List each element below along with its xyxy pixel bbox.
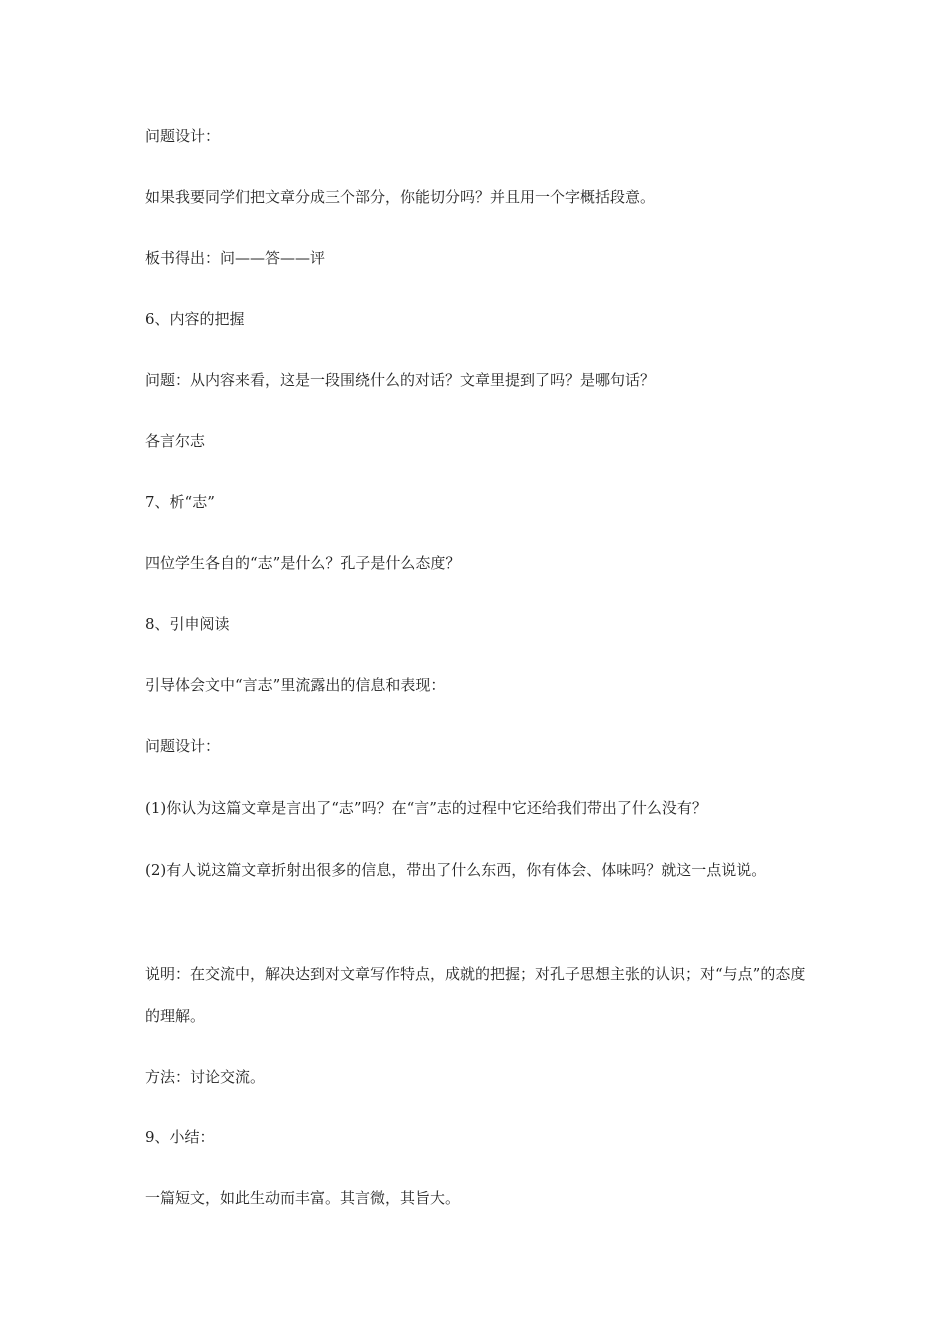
paragraph-guide-experience: 引导体会文中“言志”里流露出的信息和表现： [145,676,446,694]
heading-content-grasp: 6、内容的把握 [145,310,245,328]
paragraph-explanation: 说明：在交流中，解决达到对文章写作特点，成就的把握；对孔子思想主张的认识；对“与点”的态度的理解。 [145,965,806,1025]
paragraph-four-students: 四位学生各自的“志”是什么？孔子是什么态度？ [145,554,461,572]
document-page [145,0,810,1344]
paragraph-method: 方法：讨论交流。 [145,1068,266,1086]
heading-summary: 9、小结： [145,1128,215,1146]
paragraph-split-question: 如果我要同学们把文章分成三个部分，你能切分吗？并且用一个字概括段意。 [145,188,656,206]
paragraph-each-speak: 各言尔志 [145,432,206,450]
paragraph-question-design-2: 问题设计： [145,737,221,755]
heading-analyze-zhi: 7、析“志” [145,493,215,511]
paragraph-question-design-1: 问题设计： [145,127,221,145]
paragraph-board-result: 板书得出：问——答——评 [145,249,326,267]
paragraph-content-question: 问题：从内容来看，这是一段围绕什么的对话？文章里提到了吗？是哪句话？ [145,371,656,389]
heading-extended-reading: 8、引申阅读 [145,615,230,633]
paragraph-question-2: (2)有人说这篇文章折射出很多的信息，带出了什么东西，你有体会、体味吗？就这一点说说。 [145,861,767,879]
paragraph-summary-text: 一篇短文，如此生动而丰富。其言微，其旨大。 [145,1189,461,1207]
paragraph-question-1: (1)你认为这篇文章是言出了“志”吗？在“言”志的过程中它还给我们带出了什么没有？ [145,799,707,817]
